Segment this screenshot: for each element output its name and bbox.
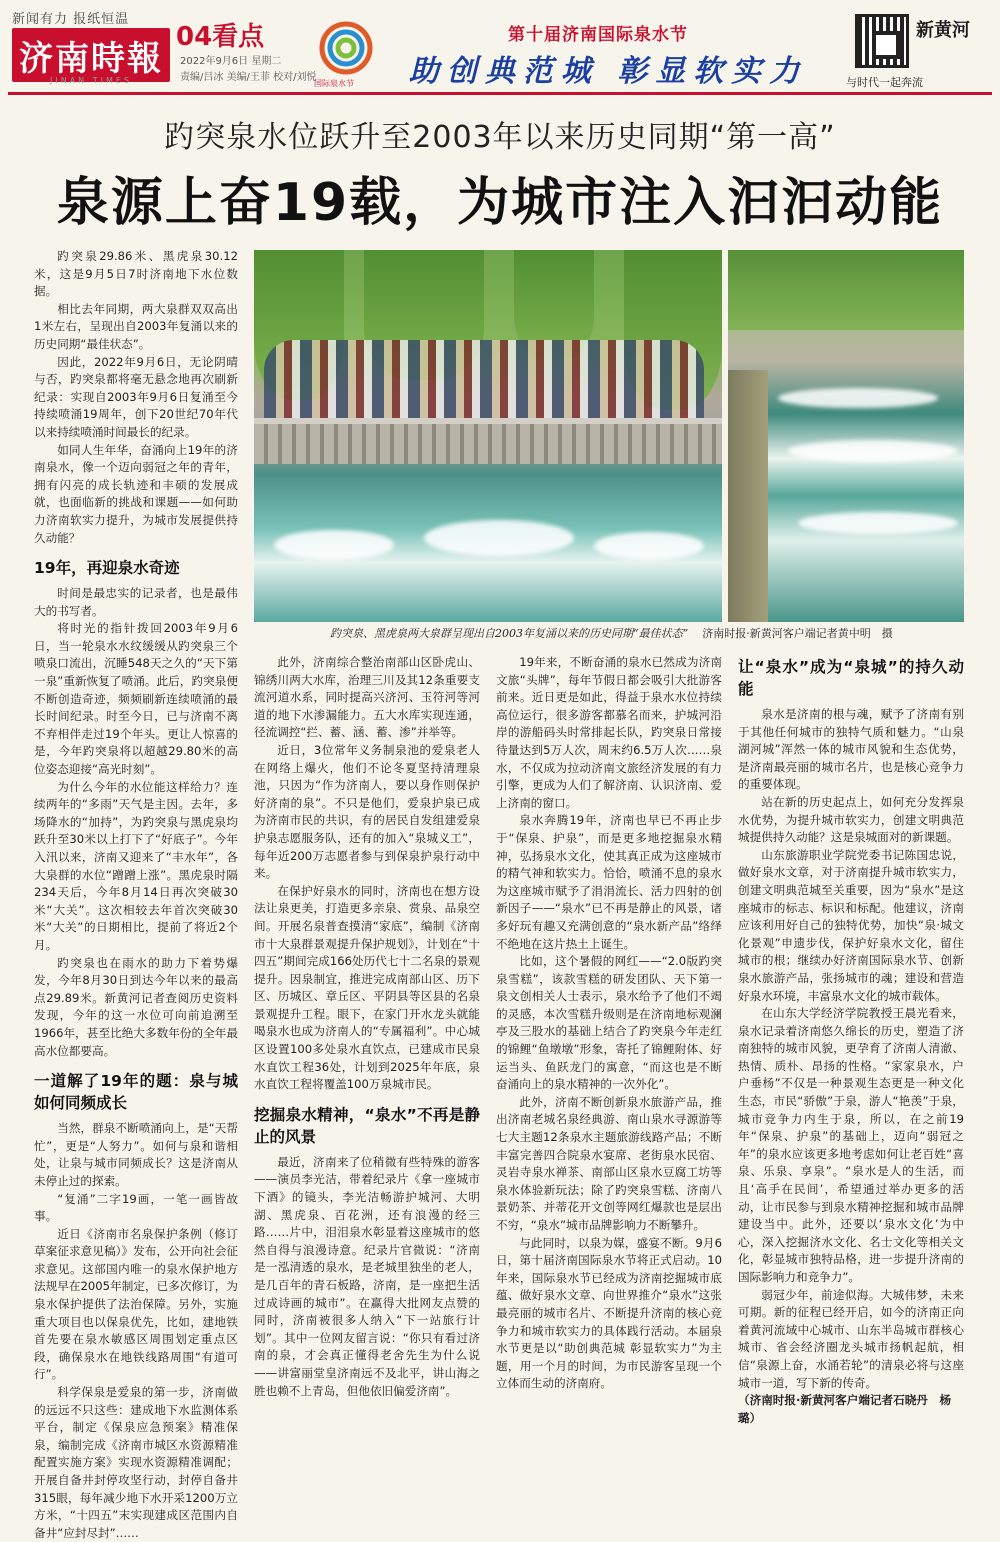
paragraph: 最近，济南来了位稍微有些特殊的游客——演员李光洁，带着纪录片《拿一座城市下酒》的镜头，李光洁畅游护城河、大明湖、黑虎泉、百花洲，还有浪漫的经三路……片中，泪泪泉水彰显着这座城市的悠然自得与浪漫诗意。纪录片官微说：“济南是一泓清透的泉水，是老城里独坐的老人，是几百年的青石板路，济南，是一座把生活过成诗画的城市”。在赢得大批网友点赞的同时，济南被很多人纳入“下一站旅行计划”。其中一位网友留言说：“你只有看过济南的泉，才会真正懂得老舍先生为什么说——讲富丽堂皇济南远不及北平，讲山海之胜也赖不上青岛，但他依旧偏爱济南”。 <box>254 1154 480 1398</box>
paragraph: 比如，这个暑假的网红——“2.0版趵突泉雪糕”，该款雪糕的研发团队、天下第一泉文创相关人士表示，泉水给予了他们不竭的灵感，本次雪糕升级则是在济南地标观澜亭及三股水的基础上结合了趵突泉今年走红的锦鲤“鱼墩墩”形象，寄托了锦鲤附体、好运当头、鱼跃龙门的寓意，“而这也是不断奋涌向上的泉水精神的一次外化”。 <box>496 954 722 1092</box>
spring-foam <box>798 512 958 534</box>
paragraph: 近日，3位常年义务制泉池的爱泉老人在网络上爆火，他们不论冬夏坚持清理泉池，只因为“作为济南人，要以身作则保护好济南的泉”。不只是他们，爱泉护泉已成为济南市民的共识，有的居民自发组建爱泉护泉志愿服务队，还有的加入“泉城义工”，每年近200万志愿者参与到保泉护泉行动中来。 <box>254 742 480 881</box>
festival-banner: 助创典范城 彰显软实力 <box>408 54 808 89</box>
brand-motto: 与时代一起奔流 <box>846 76 923 89</box>
paragraph: 时间是最忠实的记录者，也是最伟大的书写者。 <box>34 586 238 618</box>
stone-railing <box>254 418 722 464</box>
article-column-1 <box>34 248 238 1540</box>
festival-title: 第十届济南国际泉水节 <box>508 25 688 45</box>
newspaper-logo: 济南時報 <box>12 28 170 82</box>
paragraph: 19年来，不断奋涌的泉水已然成为济南文旅“头牌”，每年节假日都会吸引大批游客前来。近日更是如此，得益于泉水水位持续高位运行，很多游客都慕名而来，护城河沿岸的游船码头时常排起长队，趵突泉日常接待量达到5万人次，周末约6.5万人次……泉水，不仅成为拉动济南文旅经济发展的有力引擎，更成为人们了解济南、认识济南、爱上济南的窗口。 <box>496 655 722 810</box>
article-headline: 泉源上奋19载，为城市注入汩汩动能 <box>56 173 944 233</box>
page-number: 04看点 <box>176 22 265 52</box>
spring-foam <box>424 520 574 556</box>
festival-logo-label: 国际泉水节 <box>314 79 354 88</box>
paragraph: 将时光的指针拨回2003年9月6日，当一轮泉水水纹缓缓从趵突泉三个喷泉口流出，沉睡548天之久的“天下第一泉”重新恢复了喷涌。此后，趵突泉便不断创造奇迹，频频刷新连续喷涌的最长时间纪录。时至今日，已与济南不离不弃相伴走过19个年头。更让人惊喜的是，今年趵突泉将以超越29.80米的高位姿态迎接“高光时刻”。 <box>34 621 238 777</box>
qr-code-icon <box>855 14 909 68</box>
spring-foam <box>594 532 704 560</box>
subheading: 挖掘泉水精神，“泉水”不再是静止的风景 <box>254 1105 480 1146</box>
stone-wall <box>728 370 768 622</box>
subheading: 19年，再迎泉水奇迹 <box>34 559 180 578</box>
newspaper-logo-en: JINAN TIMES <box>50 76 132 85</box>
paragraph: 趵突泉29.86米、黑虎泉30.12米，这是9月5日7时济南地下水位数据。 <box>34 249 238 299</box>
paragraph: 当然，群泉不断喷涌向上，是“天帮忙”，更是“人努力”。如何与泉和谐相处，让泉与城市同频成长？这是济南从未停止过的探索。 <box>34 1121 238 1188</box>
paragraph: “复涌”二字19画，一笔一画皆故事。 <box>34 1191 238 1224</box>
paragraph: 此外，济南不断创新泉水旅游产品，推出济南老城名泉经典游、南山泉水寻源游等七大主题12条泉水主题旅游线路产品；不断丰富完善四合院泉水宴席、老街泉水民宿、灵岩寺泉水禅茶、南部山区泉水豆腐工坊等泉水体验新玩法；除了趵突泉雪糕、济南八景奶茶、并蒂花开文创等网红爆款也是层出不穷，“泉水”城市品牌影响力不断攀升。 <box>496 1094 722 1232</box>
paragraph: 近日《济南市名泉保护条例（修订草案征求意见稿）》发布，公开向社会征求意见。这部国内唯一的泉水保护地方法规早在2005年制定，已多次修订，为泉水保护提供了法治保障。另外，实施重大项目也以保泉优先，比如，建地铁首先要在泉水敏感区周围划定重点区段，确保泉水在地铁线路周围“有道可行”。 <box>34 1226 238 1382</box>
photo-credit: 济南时报·新黄河客户端记者黄中明 摄 <box>702 627 893 640</box>
paragraph: 泉水是济南的根与魂，赋予了济南有别于其他任何城市的独特气质和魅力。“山泉湖河城”浑然一体的城市风貌和生态优势，是济南最亮丽的城市名片，也是核心竞争力的重要体现。 <box>738 707 964 792</box>
masthead <box>8 6 992 90</box>
photo-caption <box>330 625 970 641</box>
paragraph: 科学保泉是爱泉的第一步，济南做的远远不只这些：建成地下水监测体系平台，制定《保泉应急预案》精准保泉，编制完成《济南市城区水资源精准配置实施方案》实现水资源精准调配；开展自备井封停攻坚行动，封停自备井315眼，每年减少地下水开采1200万立方米，“十四五”末实现建成区范围内自备井“应封尽封”…… <box>34 1385 238 1540</box>
article-kicker: 趵突泉水位跃升至2003年以来历史同期“第一高” <box>164 120 836 155</box>
spring-foam <box>778 388 938 408</box>
photo-heihu-spring <box>728 250 964 622</box>
article-column-2 <box>254 654 480 1420</box>
caption-text: 趵突泉、黑虎泉两大泉群呈现出自2003年复涌以来的历史同期“最佳状态” <box>330 627 689 640</box>
paragraph: 在山东大学经济学院教授王晨光看来，泉水记录着济南悠久绵长的历史，塑造了济南独特的城市风貌，更孕育了济南人清澈、热情、质朴、昂扬的性格。“家家泉水，户户垂杨”不仅是一种景观生态更是一种文化生态，市民“骄傲”于泉，游人“艳羡”于泉，城市竞争力内生于泉，所以，在之前19年“保泉、护泉”的基础上，迈向“弱冠之年”的泉水应该更多地考虑如何让老百姓“喜泉、乐泉、享泉”。“泉水是人的生活，而且‘高手在民间’，希望通过举办更多的活动，让市民参与到泉水精神挖掘和城市品牌建设当中。此外，还要以‘泉水文化’为中心，深入挖掘济水文化、名士文化等相关文化，彰显城市独特品格，进一步提升济南的国际影响力和竞争力”。 <box>738 1006 964 1284</box>
paragraph: 山东旅游职业学院党委书记陈国忠说，做好泉水文章，对于济南提升城市软实力，创建文明典范城至关重要，因为“泉水”是这座城市的标志、标识和标配。他建议，济南应该利用好自己的独特优势，加快“泉·城文化景观”申遗步伐，保护好泉水文化，留住城市的根；继续办好济南国际泉水节、创新泉水旅游产品，张扬城市的魂；建设和营造好泉水环境，丰富泉水文化的城市载体。 <box>738 847 964 1003</box>
photo-baotu-spring <box>254 250 722 622</box>
trees <box>728 250 964 330</box>
paragraph: 泉水奔腾19年，济南也早已不再止步于“保泉、护泉”，而是更多地挖掘泉水精神，弘扬泉水文化，使其真正成为这座城市的精气神和软实力。恰恰，喷涌不息的泉水为这座城市赋予了涓涓流长、活力四射的创新因子——“泉水”已不再是静止的风景，诸多好玩有趣又充满创意的“泉水新产品”络绎不绝地在这片热土上诞生。 <box>496 813 722 951</box>
paragraph: 因此，2022年9月6日，无论阴晴与否，趵突泉都将毫无悬念地再次刷新纪录：实现自2003年9月6日复涌至今持续喷涌19周年，创下20世纪70年代以来持续喷涌时间最长的纪录。 <box>34 354 238 439</box>
article-column-3 <box>496 654 722 1420</box>
paragraph: 相比去年同期，两大泉群双双高出1米左右，呈现出自2003年复涌以来的历史同期“最佳状态”。 <box>34 301 238 351</box>
spring-foam <box>788 440 958 462</box>
masthead-divider <box>8 92 992 95</box>
paragraph: 为什么今年的水位能这样给力？连续两年的“多雨”天气是主因。去年，多场降水的“加持”，为趵突泉与黑虎泉均跃升至30米以上打下了“好底子”。今年入汛以来，济南又迎来了“丰水年”，各大泉群的水位“蹭蹭上涨”。黑虎泉时隔234天后，今年8月14日再次突破30米“大关”。这次相较去年首次突破30米“大关”的日期相比，提前了将近2个月。 <box>34 779 238 952</box>
subheading: 让“泉水”成为“泉城”的持久动能 <box>738 658 964 698</box>
paragraph: 如同人生年华，奋涌向上19年的济南泉水，像一个迈向弱冠之年的青年，拥有闪亮的成长轨迹和丰硕的发展成就，也面临新的挑战和课题——如何助力济南软实力提升，为城市发展提供持久动能？ <box>34 442 238 545</box>
masthead-slogan: 新闻有力 报纸恒温 <box>12 12 130 27</box>
paragraph: 在保护好泉水的同时，济南也在想方设法让泉更美，打造更多亲泉、赏泉、品泉空间。开展名泉普查摸清“家底”，编制《济南市十大泉群景观提升保护规划》，计划在“十四五”期间完成166处历代七十二名泉的景观提升。因泉制宜，推进完成南部山区、历下区、历城区、章丘区、平阴县等区县的名泉景观提升工程。眼下，在家门开水龙头就能喝泉水也成为济南人的“专属福利”。中心城区设置100多处泉水直饮点，已建成市民泉水直饮工程36处，计划到2025年年底，泉水直饮工程将覆盖100万泉城市民。 <box>254 883 480 1092</box>
crowd <box>264 340 704 420</box>
paragraph: 此外，济南综合整治南部山区卧虎山、锦绣川两大水库，治理三川及其12条重要支流河道水系，同时提高兴济河、玉符河等河道的地下水渗漏能力。五大水库实现连通，径流调控“拦、蓄、涵、蓄、渗”并举等。 <box>254 655 480 740</box>
editor-credits: 责编/吕冰 美编/王菲 校对/刘悦 <box>180 72 317 83</box>
spring-foam <box>274 530 394 560</box>
paragraph: 站在新的历史起点上，如何充分发挥泉水优势，为提升城市软实力，创建文明典范城提供持久动能？这是泉城面对的新课题。 <box>738 794 964 845</box>
paragraph: 趵突泉也在雨水的助力下着势爆发，今年8月30日到达今年以来的最高点29.89米。新黄河记者查阅历史资料发现，今年的这一水位可向前追溯至1966年，甚至比绝大多数年份的全年最高水位都要高。 <box>34 955 238 1058</box>
brand-logo: 新黄河 <box>916 20 970 41</box>
byline: （济南时报·新黄河客户端记者石晓丹 杨璐） <box>738 1393 952 1425</box>
article-column-4 <box>738 654 964 1425</box>
paragraph: 弱冠少年，前途似海。大城伟梦，未来可期。新的征程已经开启，如今的济南正向着黄河流域中心城市、山东半岛城市群核心城市、省会经济圈龙头城市扬帆起航，相信“泉源上奋，水涌若轮”的清泉必将与这座城市一道，写下新的传奇。 <box>738 1287 964 1390</box>
subheading: 一道解了19年的题：泉与城如何同频成长 <box>34 1072 238 1113</box>
paragraph: 与此同时，以泉为媒，盛宴不断。9月6日，第十届济南国际泉水节将正式启动。10年来，国际泉水节已经成为济南挖掘城市底蕴、做好泉水文章、向世界推介“泉水”这张最亮丽的城市名片、不断提升济南的核心竞争力和城市软实力的具体践行活动。本届泉水节更是以“助创典范城 彰显软实力”为主题，用一个月的时间，为市民游客呈现一个立体而生动的济南府。 <box>496 1235 722 1391</box>
festival-swirl-icon <box>318 20 374 76</box>
issue-date: 2022年9月6日 星期二 <box>180 56 282 67</box>
